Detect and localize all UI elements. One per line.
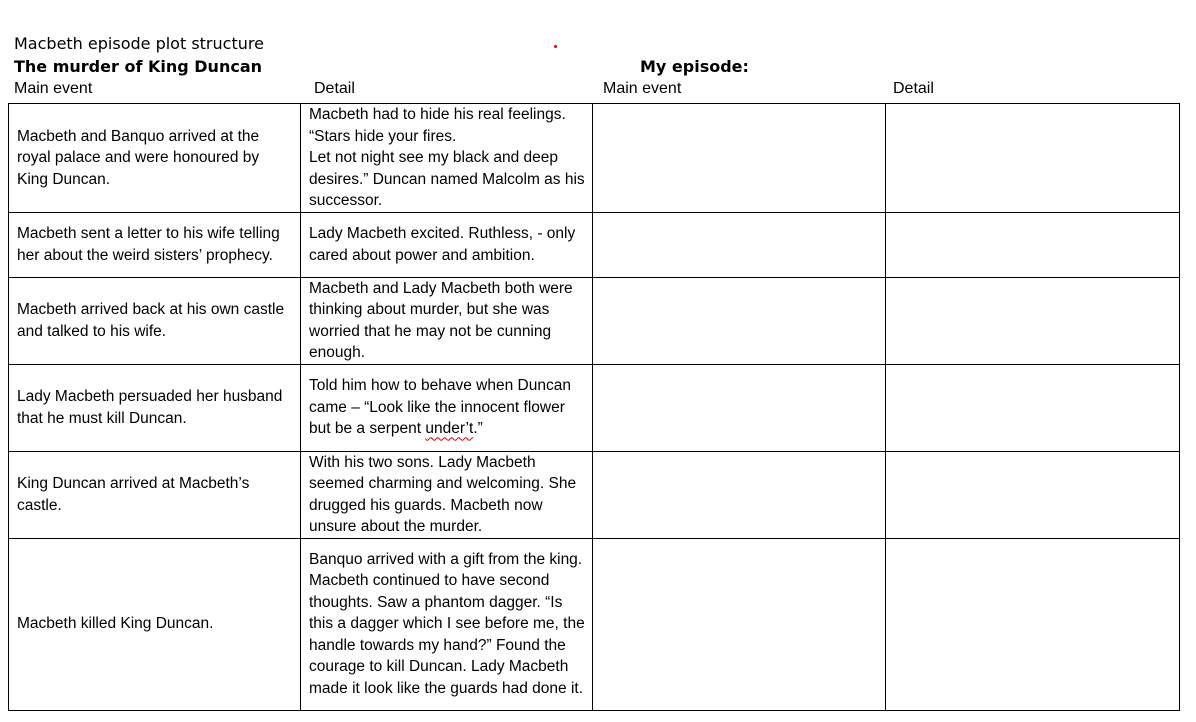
main-event-cell [9, 104, 301, 213]
main-event-text: Lady Macbeth persuaded her husband that he must kill Duncan. [17, 388, 283, 427]
plot-structure-table [8, 103, 1180, 711]
my-main-event-cell[interactable] [593, 277, 886, 364]
detail-text: Lady Macbeth excited. Ruthless, - only cared about power and ambition. [309, 225, 576, 264]
my-main-event-cell[interactable] [593, 104, 886, 213]
main-event-text: Macbeth and Banquo arrived at the royal palace and were honoured by King Duncan. [17, 127, 260, 188]
document-subtitle: The murder of King Duncan [14, 57, 262, 76]
document-title: Macbeth episode plot structure [14, 34, 264, 53]
table-row [9, 364, 1180, 451]
detail-cell [301, 277, 593, 364]
spellcheck-marked-word: under’t [425, 420, 474, 438]
detail-text: Macbeth and Lady Macbeth both were thinking about murder, but she was worried that he may not be cunning enough. [309, 279, 573, 361]
detail-text: Told him how to behave when Duncan came – “Look like the innocent flower but be a serpent [309, 377, 571, 438]
detail-text-line: Let not night see my black and deep desires.” Duncan named Malcolm as his successor. [309, 149, 585, 209]
my-main-event-cell[interactable] [593, 538, 886, 710]
table-row [9, 104, 1180, 213]
table-row [9, 277, 1180, 364]
column-header-detail: Detail [314, 80, 355, 97]
my-detail-cell[interactable] [886, 538, 1180, 710]
main-event-cell [9, 538, 301, 710]
my-detail-cell[interactable] [886, 364, 1180, 451]
table-row [9, 538, 1180, 710]
column-header-my-main-event: Main event [603, 80, 682, 97]
detail-text-line: Macbeth had to hide his real feelings. [309, 106, 566, 123]
table-row [9, 451, 1180, 538]
detail-cell [301, 451, 593, 538]
table-row [9, 212, 1180, 277]
my-main-event-cell[interactable] [593, 451, 886, 538]
main-event-text: Macbeth sent a letter to his wife telling her about the weird sisters’ prophecy. [17, 225, 280, 264]
main-event-cell [9, 364, 301, 451]
detail-text-line: “Stars hide your fires. [309, 127, 457, 145]
my-main-event-cell[interactable] [593, 364, 886, 451]
detail-text-end: .” [473, 420, 483, 438]
column-header-main-event: Main event [14, 80, 93, 97]
my-detail-cell[interactable] [886, 277, 1180, 364]
main-event-text: King Duncan arrived at Macbeth’s castle. [17, 475, 250, 514]
my-main-event-cell[interactable] [593, 212, 886, 277]
detail-text: With his two sons. Lady Macbeth seemed charming and welcoming. She drugged his guards. Macbeth now unsure about the murder. [309, 453, 577, 535]
my-detail-cell[interactable] [886, 212, 1180, 277]
my-detail-cell[interactable] [886, 451, 1180, 538]
main-event-text: Macbeth killed King Duncan. [17, 615, 214, 633]
detail-cell [301, 104, 593, 213]
my-episode-heading: My episode: [640, 57, 749, 76]
detail-cell [301, 538, 593, 710]
main-event-text: Macbeth arrived back at his own castle and talked to his wife. [17, 301, 285, 340]
detail-text: Banquo arrived with a gift from the king. Macbeth continued to have second thoughts. Saw a phantom dagger. “Is this a dagger which I see before me, the handle towards my hand?” Found the courage to kill Duncan. Lady Macbeth made it look like the guards had done it. [309, 550, 585, 697]
detail-cell [301, 212, 593, 277]
red-mark [554, 45, 557, 48]
my-detail-cell[interactable] [886, 104, 1180, 213]
column-header-my-detail: Detail [893, 80, 934, 97]
main-event-cell [9, 451, 301, 538]
detail-cell [301, 364, 593, 451]
main-event-cell [9, 212, 301, 277]
main-event-cell [9, 277, 301, 364]
